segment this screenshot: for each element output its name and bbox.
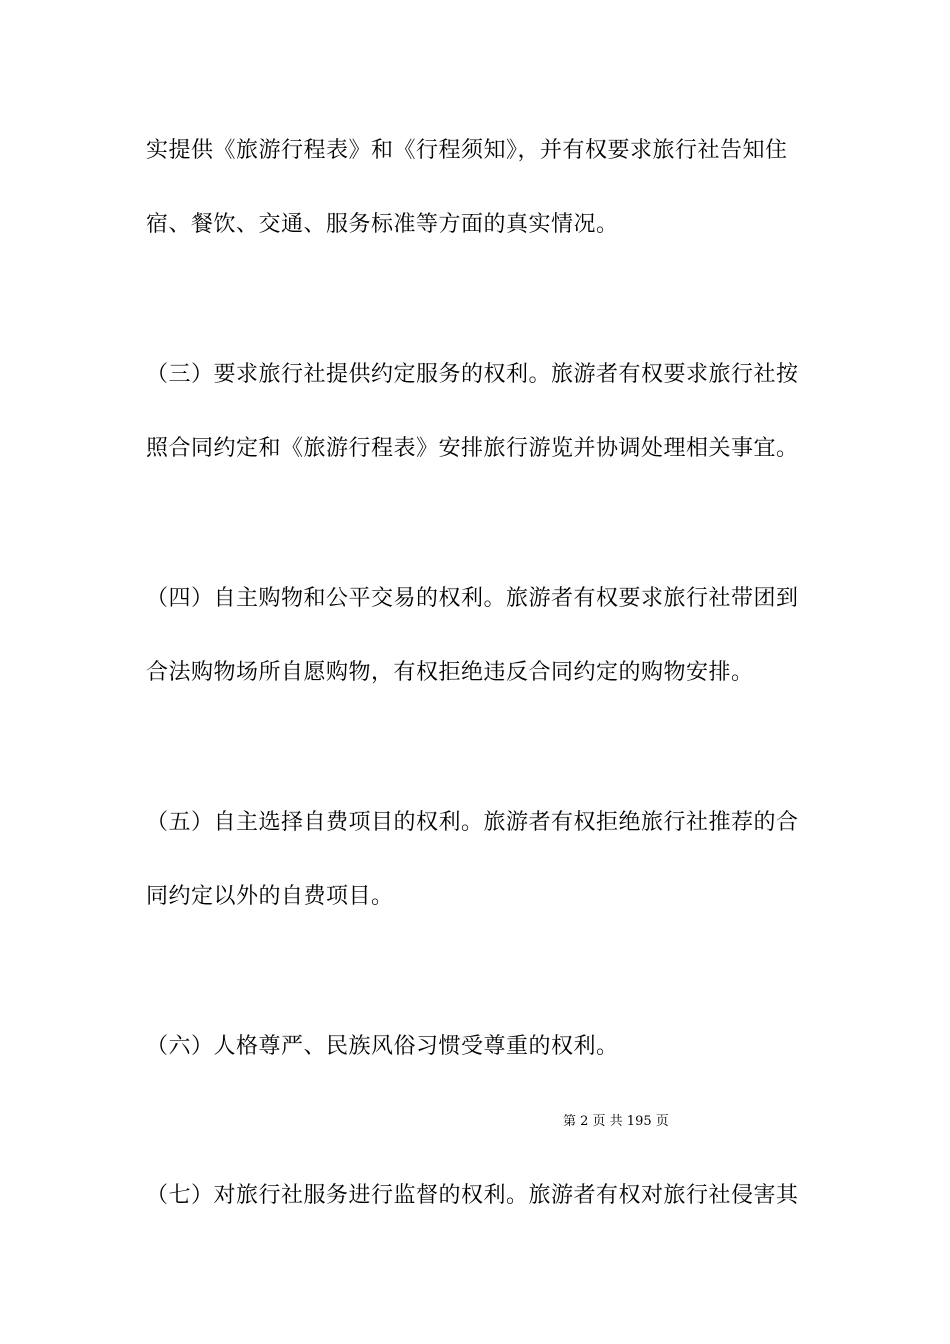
page-number-footer: 第 2 页 共 195 页 <box>563 1114 669 1129</box>
paragraph-line-10: （七）对旅行社服务进行监督的权利。旅游者有权对旅行社侵害其 <box>146 1183 799 1208</box>
paragraph-line-9: （六）人格尊严、民族风俗习惯受尊重的权利。 <box>146 1034 619 1059</box>
paragraph-line-3: （三）要求旅行社提供约定服务的权利。旅游者有权要求旅行社按 <box>146 362 799 387</box>
paragraph-line-6: 合法购物场所自愿购物，有权拒绝违反合同约定的购物安排。 <box>146 660 754 685</box>
paragraph-line-7: （五）自主选择自费项目的权利。旅游者有权拒绝旅行社推荐的合 <box>146 810 799 835</box>
paragraph-line-4: 照合同约定和《旅游行程表》安排旅行游览并协调处理相关事宜。 <box>146 436 799 461</box>
paragraph-line-1: 实提供《旅游行程表》和《行程须知》，并有权要求旅行社告知住 <box>146 138 788 163</box>
paragraph-line-2: 宿、餐饮、交通、服务标准等方面的真实情况。 <box>146 212 619 237</box>
paragraph-line-5: （四）自主购物和公平交易的权利。旅游者有权要求旅行社带团到 <box>146 586 799 611</box>
paragraph-line-8: 同约定以外的自费项目。 <box>146 884 394 909</box>
